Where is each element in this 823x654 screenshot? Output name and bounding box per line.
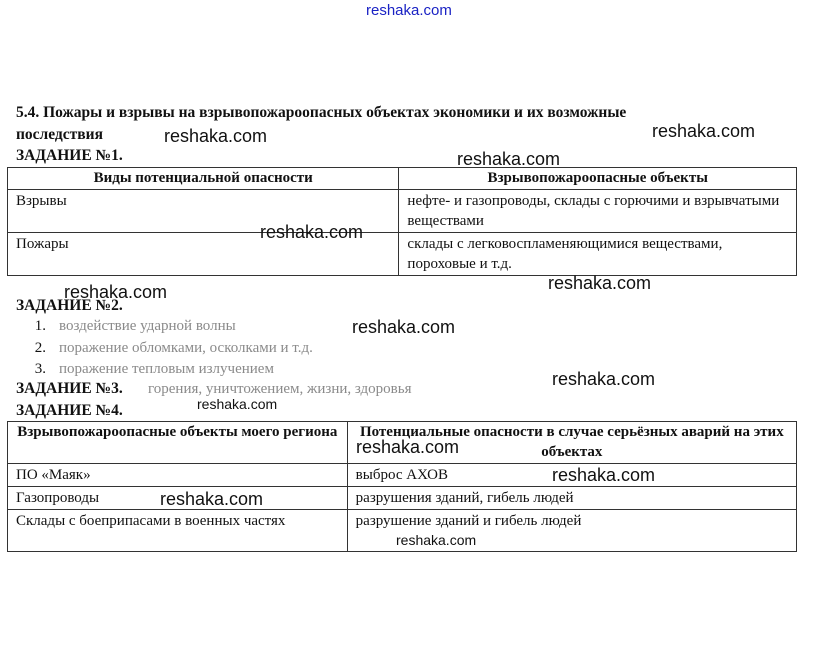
watermark: reshaka.com <box>352 317 456 337</box>
list-item <box>16 361 274 378</box>
table-header-cell: Потенциальные опасности в случае серьёзных аварий на этих объектах <box>347 422 796 464</box>
table-cell: ПО «Маяк» <box>8 464 348 487</box>
watermark-top: reshaka.com <box>366 2 452 19</box>
list-item <box>16 318 236 335</box>
watermark: reshaka.com <box>356 437 460 457</box>
table-header-cell: Взрывопожароопасные объекты моего региона <box>8 422 348 464</box>
list-item-text: воздействие ударной волны <box>59 318 236 334</box>
table-row <box>8 487 797 510</box>
list-item-text: поражение обломками, осколками и т.д. <box>59 340 313 356</box>
watermark: reshaka.com <box>164 126 268 146</box>
table-cell: разрушение зданий и гибель людей <box>347 510 796 552</box>
watermark: reshaka.com <box>457 149 561 169</box>
section-title-line1: 5.4. Пожары и взрывы на взрывопожароопасных объектах экономики и их возможные <box>16 104 627 121</box>
task3-heading: ЗАДАНИЕ №3. <box>16 380 123 397</box>
list-item-number: 2. <box>34 340 46 356</box>
table-cell: Склады с боеприпасами в военных частях <box>8 510 348 552</box>
section-title-line2: последствия <box>16 126 103 143</box>
watermark: reshaka.com <box>652 121 756 141</box>
task2-heading: ЗАДАНИЕ №2. <box>16 297 123 314</box>
watermark: reshaka.com <box>548 273 652 293</box>
table-cell: выброс АХОВ <box>347 464 796 487</box>
watermark: reshaka.com <box>197 396 278 412</box>
table-cell: Взрывы <box>8 190 399 233</box>
watermark: reshaka.com <box>552 465 656 485</box>
list-item-text: поражение тепловым излучением <box>59 361 274 377</box>
watermark: reshaka.com <box>260 222 364 242</box>
table-row <box>8 190 797 233</box>
table-row <box>8 233 797 276</box>
list-item-number: 1. <box>34 318 46 334</box>
table-cell: разрушения зданий, гибель людей <box>347 487 796 510</box>
list-item-number: 3. <box>34 361 46 377</box>
task3-answer: горения, уничтожением, жизни, здоровья <box>148 381 412 397</box>
task4-heading: ЗАДАНИЕ №4. <box>16 402 123 419</box>
watermark: reshaka.com <box>64 282 168 302</box>
table-cell: склады с легковоспламеняющимися веществами, пороховые и т.д. <box>399 233 797 276</box>
table-row <box>8 464 797 487</box>
table-header-row <box>8 168 797 190</box>
watermark: reshaka.com <box>396 532 477 548</box>
task1-table <box>7 167 797 276</box>
table-cell: Пожары <box>8 233 399 276</box>
watermark: reshaka.com <box>552 369 656 389</box>
table-header-cell: Взрывопожароопасные объекты <box>399 168 797 190</box>
watermark: reshaka.com <box>160 489 264 509</box>
task1-heading: ЗАДАНИЕ №1. <box>16 147 123 164</box>
table-header-cell: Виды потенциальной опасности <box>8 168 399 190</box>
table-cell: Газопроводы <box>8 487 348 510</box>
table-cell: нефте- и газопроводы, склады с горючими и взрывчатыми веществами <box>399 190 797 233</box>
list-item <box>16 340 313 357</box>
